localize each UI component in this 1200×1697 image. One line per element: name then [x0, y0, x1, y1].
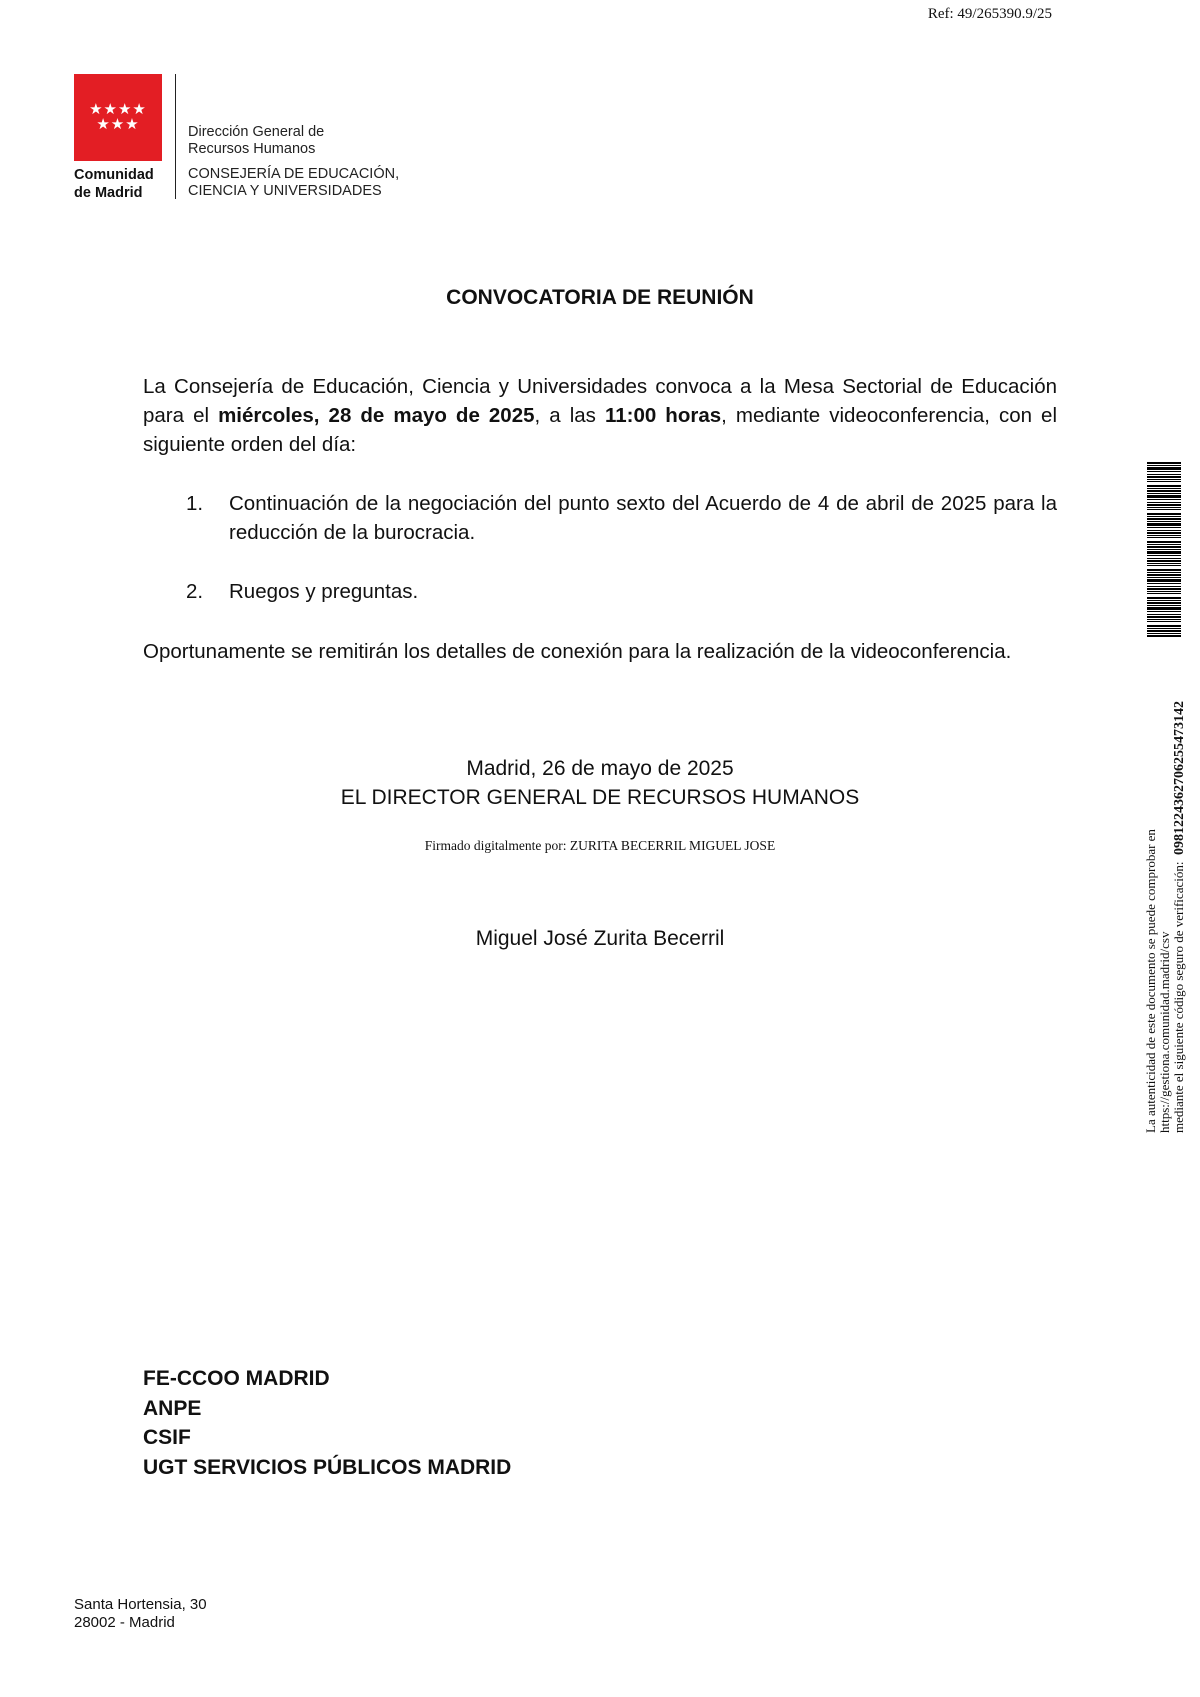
department-name [188, 124, 324, 158]
meeting-date: miércoles, 28 de mayo de 2025 [218, 404, 535, 427]
recipient: ANPE [143, 1396, 202, 1420]
logo-wordmark [74, 166, 154, 202]
intro-paragraph [143, 372, 1057, 459]
consejeria-line-1: CONSEJERÍA DE EDUCACIÓN, [188, 166, 400, 182]
agenda-item-text: Continuación de la negociación del punto sexto del Acuerdo de 4 de abril de 2025 para la reducción de la burocracia. [229, 492, 1057, 544]
consejeria-line-2: CIENCIA Y UNIVERSIDADES [188, 183, 382, 199]
address-line-1: Santa Hortensia, 30 [74, 1596, 207, 1613]
verification-url: https://gestiona.comunidad.madrid/csv [1157, 931, 1172, 1133]
address-line-2: 28002 - Madrid [74, 1614, 175, 1631]
agenda-item [186, 489, 1057, 547]
agenda-item-number: 1. [186, 492, 204, 515]
verification-barcode [1147, 462, 1181, 637]
intro-text-2: , a las [534, 404, 605, 427]
consejeria-name [188, 166, 399, 200]
closing-paragraph: Oportunamente se remitirán los detalles de conexión para la realización de la videoconferencia. [143, 640, 1012, 663]
footer-address [74, 1596, 207, 1632]
agenda-item [186, 577, 1057, 606]
stars-row-top: ★★★★ [89, 101, 147, 118]
agenda-item-text: Ruegos y preguntas. [229, 580, 419, 603]
signer-title: EL DIRECTOR GENERAL DE RECURSOS HUMANOS [340, 786, 860, 809]
intro-text-1: La Consejería de Educación, Ciencia y Universidades convoca a la Mesa Sectorial de Educación para el [143, 375, 1057, 427]
recipient: CSIF [143, 1426, 191, 1449]
recipient: FE-CCOO MADRID [143, 1367, 330, 1390]
verification-label: mediante el siguiente código seguro de verificación: [1171, 861, 1186, 1133]
signer-name: Miguel José Zurita Becerril [475, 927, 725, 950]
meeting-time: 11:00 horas [604, 404, 722, 427]
verification-line-3 [1172, 701, 1187, 1133]
department-line-2: Recursos Humanos [188, 141, 316, 157]
intro-text-3: , mediante videoconferencia, con el siguiente orden del día: [143, 404, 1058, 456]
digital-signature-note: Firmado digitalmente por: ZURITA BECERRIL MIGUEL JOSE [424, 838, 776, 853]
recipient: UGT SERVICIOS PÚBLICOS MADRID [143, 1455, 512, 1479]
department-line-1: Dirección General de [188, 124, 325, 140]
document-reference: Ref: 49/265390.9/25 [927, 6, 1052, 22]
verification-line-1: La autenticidad de este documento se puede comprobar en [1143, 829, 1158, 1133]
verification-code: 0981224362706255473142 [1172, 701, 1187, 856]
logo-stars [74, 102, 162, 132]
document-title: CONVOCATORIA DE REUNIÓN [446, 286, 754, 309]
logo-divider [175, 74, 176, 199]
stars-row-bottom: ★★★ [96, 116, 140, 133]
recipients-list [143, 1364, 511, 1482]
logo-line-2: de Madrid [74, 185, 143, 201]
logo-line-1: Comunidad [74, 167, 154, 183]
agenda-item-number: 2. [186, 580, 204, 603]
place-and-date: Madrid, 26 de mayo de 2025 [466, 757, 734, 780]
